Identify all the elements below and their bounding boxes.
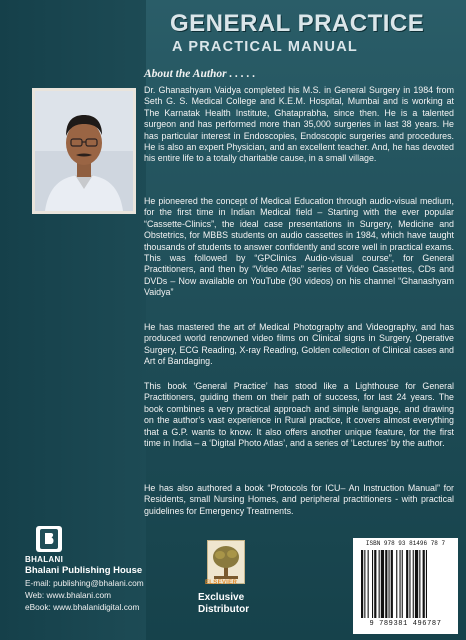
about-author-heading: About the Author . . . . . (144, 68, 256, 80)
barcode-bars (361, 550, 451, 618)
publisher-email: E-mail: publishing@bhalani.com (25, 578, 144, 588)
publisher-web: Web: www.bhalani.com (25, 590, 112, 600)
book-title: GENERAL PRACTICE (170, 10, 425, 37)
bhalani-logo-icon (36, 526, 62, 552)
elsevier-tree-icon (207, 540, 245, 584)
publisher-name: Bhalani Publishing House (25, 565, 143, 576)
publisher-ebook: eBook: www.bhalanidigital.com (25, 602, 140, 612)
exclusive-label: Exclusive (198, 592, 245, 603)
bio-paragraph-3: He has mastered the art of Medical Photography and Videography, and has produced world renowned video films on Clinical signs in Surgery, Operative Surgery, ECG Reading, X-ray Reading, Golden collection of Clinical cases and Art of Bandaging. (144, 322, 454, 367)
isbn-text: ISBN 978 93 81496 78 7 (365, 540, 446, 547)
barcode (353, 538, 458, 634)
elsevier-name: ELSEVIER (205, 580, 238, 586)
distributor-label: Distributor (198, 604, 250, 615)
bio-paragraph-2: He pioneered the concept of Medical Education through audio-visual medium, for the first time in Indian Medical field – Starting with the ever popular “Cassette-Clinics”, the ideal case presentations in Surgery, Medicine and Obstetrics, for MBBS students on audio cassettes in 1984, which have taught thousands of students to answer confidently and score well in practical exams. This was followed by “GPClinics Audio-visual course”, for General Practitioners, and then by “Video Atlas” series of Video Cassettes, CDs and DVDs – Now available on YouTube (90 videos) on his channel “Ghanashyam Vaidya” (144, 196, 454, 298)
barcode-digits: 9 789381 496787 (369, 620, 442, 628)
bio-paragraph-4: This book ‘General Practice’ has stood like a Lighthouse for General Practitioners, guiding them on their path of success, for last 24 years. The book combines a very practical approach and simple language, and drawing on the author’s vast experience in Rural practice, it covers almost everything that a G.P. wants to know. It also offers another unique feature, for the first time in India – a ‘Digital Photo Atlas’, and a series of ‘Lectures’ by the author. (144, 381, 454, 449)
book-subtitle: A PRACTICAL MANUAL (172, 39, 358, 55)
bio-paragraph-1: Dr. Ghanashyam Vaidya completed his M.S. in General Surgery in 1984 from Seth G. S. Medical College and K.E.M. Hospital, Mumbai and is working at The Karnatak Health Institute, Ghataprabha, since then. He is a talented surgeon and has performed more than 35,000 surgeries in last 38 years. He has particular interest in Endoscopies, Endoscopic surgeries and procedures. He is also an expert Physician, and an excellent teacher. And, he has devoted his entire life to a totally charitable cause, in a small village. (144, 85, 454, 164)
bhalani-logo-text: BHALANI (25, 555, 64, 564)
author-photo (32, 88, 136, 214)
bio-paragraph-5: He has also authored a book “Protocols for ICU– An Instruction Manual” for Residents, small Nursing Homes, and peripheral practitioners - with practical guidelines for Emergency Treatments. (144, 483, 454, 516)
exclusive-distributor-label (198, 592, 249, 616)
